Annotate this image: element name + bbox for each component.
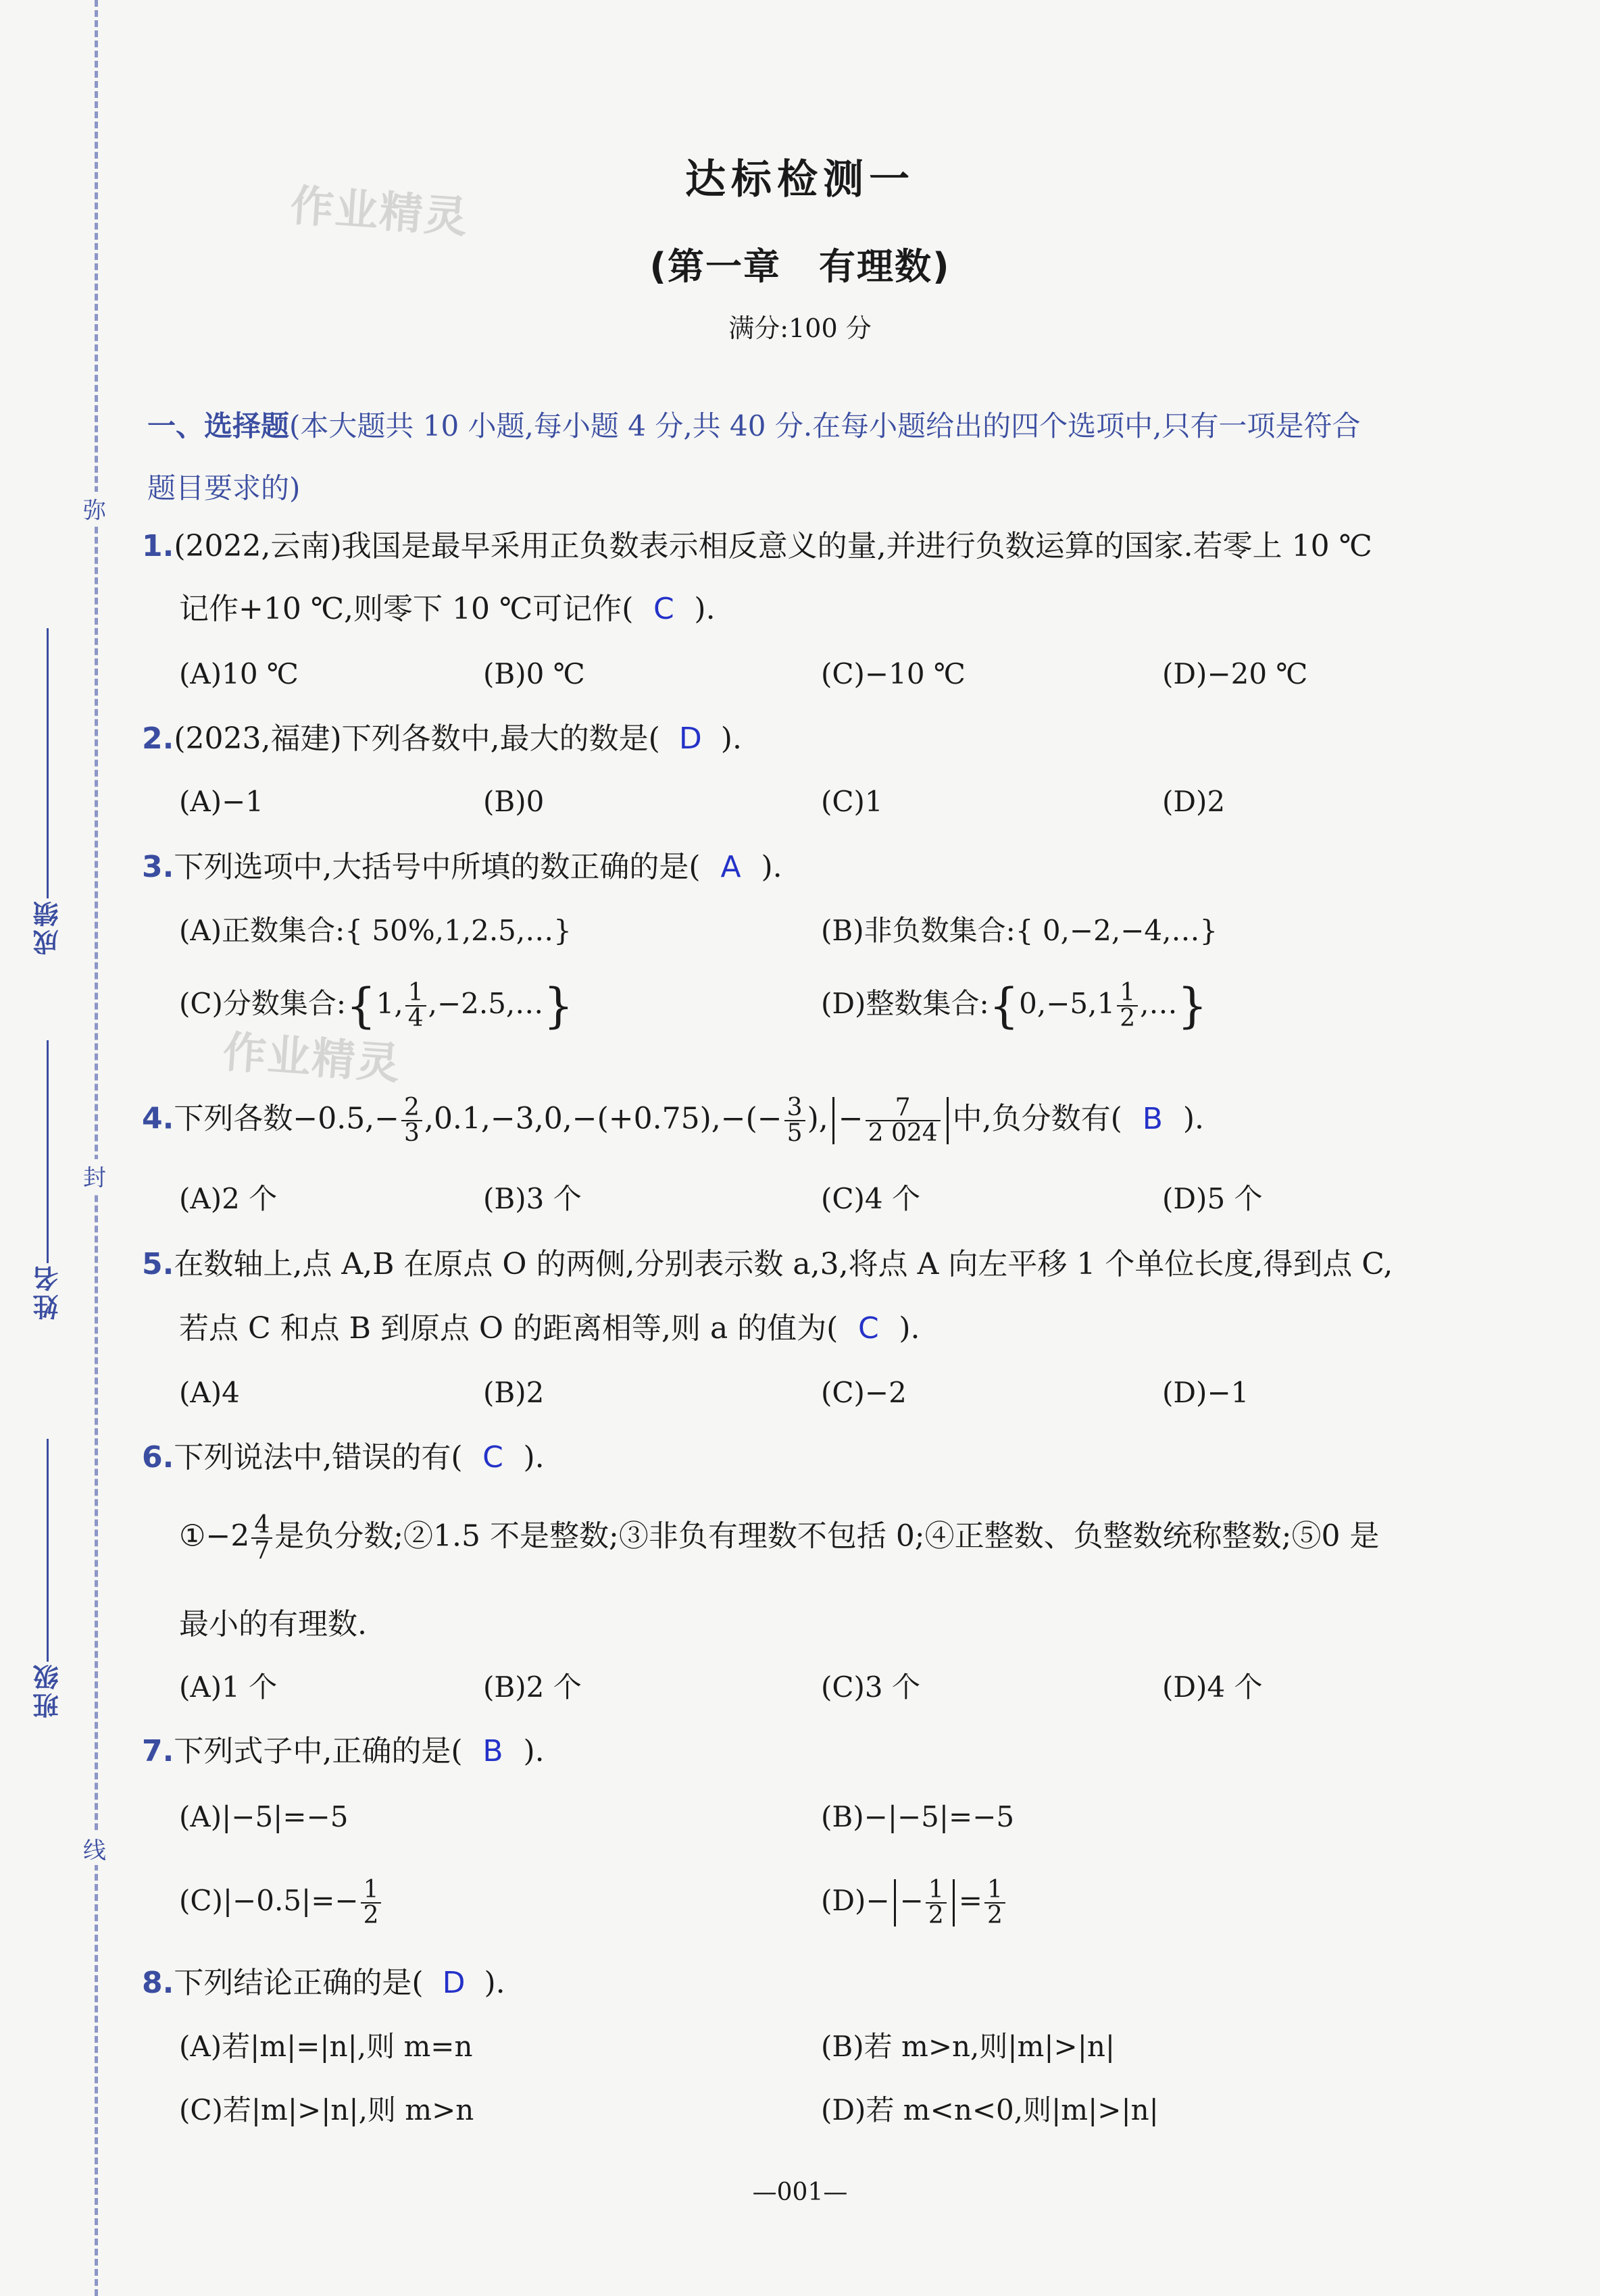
answer-mark: C — [857, 1311, 879, 1346]
option-d-label: (D)整数集合: — [821, 987, 989, 1020]
section-desc-cont: 题目要求的) — [147, 471, 301, 505]
question-text: 记作+10 ℃,则零下 10 ℃可记作( — [179, 592, 634, 626]
score-label: 成绩 — [32, 898, 63, 955]
question-6 — [142, 1437, 1574, 1478]
option-c: (C)4 个 — [821, 1182, 920, 1215]
option-d: (D)−20 ℃ — [1162, 657, 1308, 690]
question-number: 8. — [142, 1966, 174, 2000]
denominator: 2 — [1117, 1005, 1138, 1031]
class-label: 班级 — [32, 1662, 63, 1718]
option-c: (C)1 — [821, 785, 883, 818]
question-text: ), — [807, 1101, 828, 1136]
option-a: (A)10 ℃ — [179, 657, 299, 690]
question-3 — [142, 847, 1574, 888]
option-c: (C)−10 ℃ — [821, 657, 966, 690]
option-a: (A)正数集合:{ 50%,1,2.5,…} — [179, 914, 572, 947]
answer-mark: B — [482, 1734, 503, 1768]
numerator: 1 — [407, 979, 424, 1006]
abs-bar — [894, 1879, 896, 1927]
question-8 — [142, 1963, 1574, 2004]
score-line — [47, 628, 49, 898]
option-d: (D)5 个 — [1162, 1182, 1263, 1215]
statement-text: ①−2 — [179, 1519, 250, 1554]
name-line — [47, 1040, 49, 1263]
option-b: (B)2 个 — [483, 1670, 582, 1704]
question-6-statements-line2: 最小的有理数. — [179, 1607, 367, 1641]
question-4 — [142, 1096, 1574, 1146]
question-text: (2023,福建)下列各数中,最大的数是( — [174, 721, 660, 756]
page-title: 达标检测一 — [685, 156, 915, 203]
option-a: (A)−1 — [179, 785, 264, 818]
fraction — [926, 1878, 947, 1928]
question-number: 5. — [142, 1247, 174, 1281]
fraction — [984, 1878, 1005, 1928]
score-field — [27, 628, 68, 955]
denominator: 5 — [784, 1120, 805, 1146]
question-number: 1. — [142, 529, 174, 563]
question-text: ). — [484, 1966, 505, 2000]
question-text: ). — [1182, 1101, 1204, 1136]
binding-mark-xian: 线 — [78, 1832, 111, 1865]
page-number: —001— — [752, 2178, 848, 2206]
option-c-text: (C)|−0.5|=− — [179, 1884, 359, 1917]
answer-mark: A — [720, 850, 741, 884]
option-a: (A)2 个 — [179, 1182, 278, 1215]
denominator: 2 — [361, 1902, 382, 1928]
fraction — [866, 1096, 941, 1146]
fraction — [1117, 981, 1138, 1031]
option-b: (B)3 个 — [483, 1182, 582, 1215]
option-d: (D)4 个 — [1162, 1670, 1263, 1704]
fraction — [784, 1096, 805, 1146]
option-c: (C)若|m|>|n|,则 m>n — [179, 2093, 474, 2126]
question-5 — [142, 1244, 1574, 1285]
brace-left: { — [346, 978, 376, 1034]
denominator: 4 — [405, 1005, 426, 1031]
question-text: (2022,云南)我国是最早采用正负数表示相反意义的量,并进行负数运算的国家.若零上 10 ℃ — [174, 529, 1372, 563]
option-c — [179, 978, 574, 1034]
numerator: 4 — [254, 1511, 270, 1539]
section-heading — [147, 395, 1573, 519]
denominator: 2 — [984, 1902, 1005, 1928]
question-number: 4. — [142, 1101, 174, 1136]
binding-mark-mi: 弥 — [78, 492, 111, 525]
fraction — [361, 1878, 382, 1928]
question-2 — [142, 719, 1574, 759]
option-c-text: ,−2.5,… — [428, 987, 544, 1020]
answer-mark: C — [482, 1440, 503, 1475]
binding-mark-feng: 封 — [78, 1159, 111, 1192]
option-c-text: 1, — [376, 987, 403, 1020]
option-c-label: (C)分数集合: — [179, 987, 347, 1020]
option-b: (B)非负数集合:{ 0,−2,−4,…} — [821, 914, 1218, 947]
option-d-text: ,… — [1140, 987, 1178, 1020]
name-field — [27, 1040, 68, 1320]
statement-text: 是负分数;②1.5 不是整数;③非负有理数不包括 0;④正整数、负整数统称整数;⑤0 是 — [274, 1519, 1380, 1554]
option-c — [179, 1878, 383, 1928]
question-text: ). — [720, 721, 742, 756]
brace-right: } — [543, 978, 574, 1034]
denominator: 7 — [251, 1537, 272, 1563]
question-1 — [142, 526, 1574, 567]
class-line — [47, 1439, 49, 1662]
answer-mark: B — [1142, 1101, 1163, 1136]
question-number: 7. — [142, 1734, 174, 1768]
option-d-text: (D)− — [821, 1884, 890, 1917]
numerator: 2 — [404, 1094, 420, 1121]
option-b: (B)0 — [483, 785, 545, 818]
question-text: 下列各数−0.5,− — [174, 1101, 400, 1136]
numerator: 1 — [1120, 979, 1136, 1006]
option-c: (C)3 个 — [821, 1670, 920, 1704]
answer-mark: D — [678, 721, 702, 756]
full-score: 满分:100 分 — [728, 313, 872, 343]
numerator: 1 — [363, 1876, 379, 1904]
option-c: (C)−2 — [821, 1376, 907, 1409]
numerator: 3 — [786, 1094, 803, 1121]
option-d: (D)−1 — [1162, 1376, 1249, 1409]
fraction — [401, 1096, 422, 1146]
denominator: 3 — [401, 1120, 422, 1146]
watermark: 作业精灵 — [289, 180, 470, 244]
option-d-text: 0,−5,1 — [1019, 987, 1116, 1020]
option-b: (B)2 — [483, 1376, 545, 1409]
option-d: (D)若 m<n<0,则|m|>|n| — [821, 2093, 1159, 2126]
question-text: − — [838, 1101, 864, 1136]
option-b: (B)−|−5|=−5 — [821, 1800, 1015, 1833]
question-text: 下列结论正确的是( — [174, 1966, 424, 2000]
question-1-line2 — [179, 589, 1571, 630]
abs-bar — [947, 1097, 949, 1144]
question-text: ,0.1,−3,0,−(+0.75),−(− — [424, 1101, 782, 1136]
denominator: 2 — [926, 1902, 947, 1928]
section-desc: (本大题共 10 小题,每小题 4 分,共 40 分.在每小题给出的四个选项中,只有一项是符合 — [289, 409, 1361, 442]
question-text: 在数轴上,点 A,B 在原点 O 的两侧,分别表示数 a,3,将点 A 向左平移 1 个单位长度,得到点 C, — [174, 1247, 1393, 1281]
question-text: ). — [694, 592, 716, 626]
question-text: 下列选项中,大括号中所填的数正确的是( — [174, 850, 701, 884]
answer-mark: D — [442, 1966, 466, 2000]
question-text: ). — [523, 1734, 545, 1768]
abs-bar — [832, 1097, 834, 1144]
option-b: (B)0 ℃ — [483, 657, 585, 690]
option-d-text: − — [899, 1884, 924, 1917]
fraction — [251, 1513, 272, 1563]
question-5-line2 — [179, 1308, 1571, 1349]
answer-mark: C — [653, 592, 674, 626]
question-6-statements — [179, 1513, 1571, 1563]
option-b: (B)若 m>n,则|m|>|n| — [821, 2030, 1116, 2063]
question-text: 下列式子中,正确的是( — [174, 1734, 463, 1768]
question-text: 若点 C 和点 B 到原点 O 的距离相等,则 a 的值为( — [179, 1311, 839, 1346]
question-number: 3. — [142, 850, 174, 884]
option-d — [821, 978, 1208, 1034]
option-d: (D)2 — [1162, 785, 1226, 818]
denominator: 2 024 — [866, 1120, 941, 1146]
numerator: 7 — [895, 1094, 911, 1121]
watermark: 作业精灵 — [221, 1027, 403, 1090]
option-a: (A)若|m|=|n|,则 m=n — [179, 2030, 473, 2063]
numerator: 1 — [928, 1876, 944, 1904]
question-text: 下列说法中,错误的有( — [174, 1440, 463, 1475]
brace-left: { — [989, 978, 1020, 1034]
question-number: 2. — [142, 721, 174, 756]
section-name: 一、选择题 — [147, 409, 290, 442]
abs-bar — [953, 1879, 955, 1927]
numerator: 1 — [986, 1876, 1003, 1904]
question-text: 中,负分数有( — [952, 1101, 1122, 1136]
name-label: 姓名 — [32, 1263, 63, 1320]
question-text: ). — [523, 1440, 545, 1475]
option-a: (A)|−5|=−5 — [179, 1800, 349, 1833]
question-text: ). — [899, 1311, 920, 1346]
brace-right: } — [1177, 978, 1208, 1034]
option-d-text: = — [958, 1884, 982, 1917]
question-text: ). — [761, 850, 782, 884]
option-a: (A)4 — [179, 1376, 240, 1409]
question-7 — [142, 1731, 1574, 1772]
chapter-subtitle: (第一章 有理数) — [649, 245, 951, 288]
question-number: 6. — [142, 1440, 174, 1475]
fraction — [405, 981, 426, 1031]
class-field — [27, 1439, 68, 1718]
option-a: (A)1 个 — [179, 1670, 278, 1704]
option-d — [821, 1878, 1007, 1928]
